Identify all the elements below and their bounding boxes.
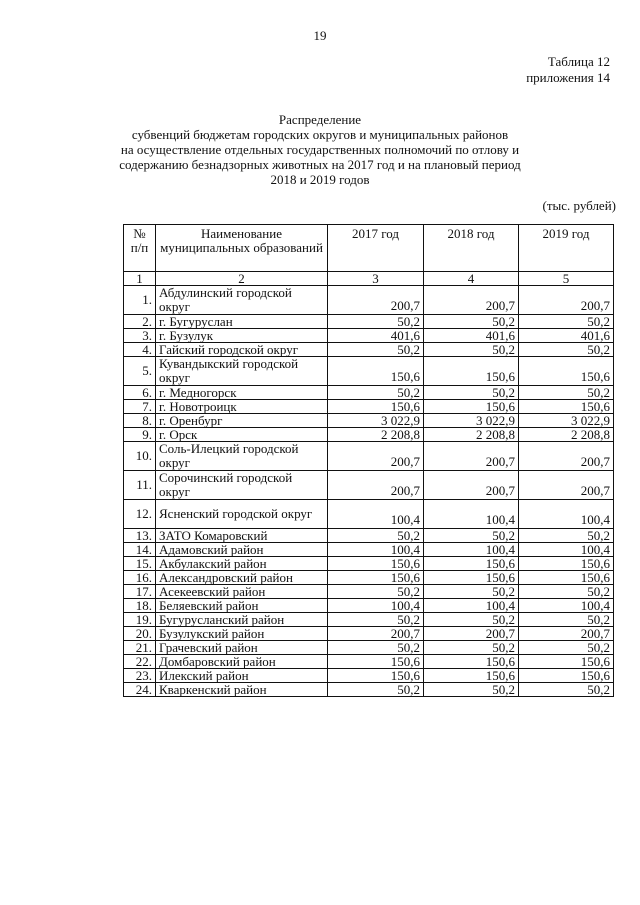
table-row — [124, 329, 614, 343]
document-title — [80, 112, 560, 187]
row-number: 19. — [124, 613, 156, 627]
value-2019: 200,7 — [519, 286, 614, 315]
row-number: 14. — [124, 543, 156, 557]
table-header-row — [124, 225, 614, 272]
value-2017: 200,7 — [328, 471, 424, 500]
table-row — [124, 571, 614, 585]
header-2019: 2019 год — [519, 225, 614, 272]
value-2018: 50,2 — [424, 529, 519, 543]
municipality-name: Адамовский район — [156, 543, 328, 557]
title-line: Распределение — [278, 112, 362, 127]
value-2017: 150,6 — [328, 571, 424, 585]
table-row — [124, 613, 614, 627]
value-2017: 100,4 — [328, 599, 424, 613]
row-number: 3. — [124, 329, 156, 343]
row-number: 17. — [124, 585, 156, 599]
value-2018: 401,6 — [424, 329, 519, 343]
value-2018: 200,7 — [424, 471, 519, 500]
value-2019: 200,7 — [519, 627, 614, 641]
value-2017: 50,2 — [328, 641, 424, 655]
municipality-name: г. Новотроицк — [156, 400, 328, 414]
value-2018: 150,6 — [424, 400, 519, 414]
row-number: 6. — [124, 386, 156, 400]
table-row — [124, 400, 614, 414]
page-number: 19 — [313, 28, 327, 43]
row-number: 11. — [124, 471, 156, 500]
row-number: 1. — [124, 286, 156, 315]
value-2017: 50,2 — [328, 585, 424, 599]
value-2017: 200,7 — [328, 442, 424, 471]
table-row — [124, 428, 614, 442]
municipality-name: Сорочинский городской округ — [156, 471, 328, 500]
row-number: 18. — [124, 599, 156, 613]
row-number: 21. — [124, 641, 156, 655]
table-row — [124, 343, 614, 357]
row-number: 5. — [124, 357, 156, 386]
row-number: 7. — [124, 400, 156, 414]
value-2019: 150,6 — [519, 655, 614, 669]
row-number: 2. — [124, 315, 156, 329]
value-2018: 150,6 — [424, 357, 519, 386]
value-2019: 2 208,8 — [519, 428, 614, 442]
header-num: № п/п — [124, 225, 156, 272]
table-body — [124, 286, 614, 697]
column-number: 1 — [124, 272, 156, 286]
table-row — [124, 386, 614, 400]
table-ref-line2: приложения 14 — [526, 70, 610, 85]
municipality-name: г. Орск — [156, 428, 328, 442]
value-2017: 50,2 — [328, 386, 424, 400]
value-2019: 50,2 — [519, 585, 614, 599]
value-2017: 3 022,9 — [328, 414, 424, 428]
value-2019: 200,7 — [519, 471, 614, 500]
table-ref-line1: Таблица 12 — [547, 54, 610, 69]
value-2017: 401,6 — [328, 329, 424, 343]
column-number: 4 — [424, 272, 519, 286]
municipality-name: Акбулакский район — [156, 557, 328, 571]
value-2019: 50,2 — [519, 613, 614, 627]
value-2017: 100,4 — [328, 543, 424, 557]
row-number: 13. — [124, 529, 156, 543]
municipality-name: Александровский район — [156, 571, 328, 585]
value-2018: 200,7 — [424, 627, 519, 641]
value-2018: 150,6 — [424, 655, 519, 669]
value-2019: 50,2 — [519, 386, 614, 400]
municipality-name: Кувандыкский городской округ — [156, 357, 328, 386]
row-number: 24. — [124, 683, 156, 697]
title-line: 2018 и 2019 годов — [270, 172, 370, 187]
value-2019: 150,6 — [519, 357, 614, 386]
table-row — [124, 669, 614, 683]
table-reference — [526, 54, 610, 86]
value-2018: 50,2 — [424, 683, 519, 697]
municipality-name: Соль-Илецкий городской округ — [156, 442, 328, 471]
value-2018: 150,6 — [424, 557, 519, 571]
value-2017: 50,2 — [328, 529, 424, 543]
header-2018: 2018 год — [424, 225, 519, 272]
value-2017: 50,2 — [328, 613, 424, 627]
value-2019: 100,4 — [519, 500, 614, 529]
table-row — [124, 557, 614, 571]
subvention-table — [123, 224, 614, 697]
municipality-name: Асекеевский район — [156, 585, 328, 599]
table-row — [124, 529, 614, 543]
column-numbers-row — [124, 272, 614, 286]
table-row — [124, 471, 614, 500]
value-2018: 50,2 — [424, 386, 519, 400]
table-row — [124, 543, 614, 557]
value-2017: 2 208,8 — [328, 428, 424, 442]
title-line: на осуществление отдельных государственных полномочий по отлову и — [120, 142, 520, 157]
unit-label: (тыс. рублей) — [542, 198, 616, 213]
municipality-name: ЗАТО Комаровский — [156, 529, 328, 543]
column-number: 5 — [519, 272, 614, 286]
value-2019: 150,6 — [519, 400, 614, 414]
value-2019: 100,4 — [519, 599, 614, 613]
municipality-name: Илекский район — [156, 669, 328, 683]
value-2017: 50,2 — [328, 343, 424, 357]
value-2018: 50,2 — [424, 585, 519, 599]
row-number: 4. — [124, 343, 156, 357]
value-2018: 100,4 — [424, 500, 519, 529]
municipality-name: г. Оренбург — [156, 414, 328, 428]
municipality-name: г. Бузулук — [156, 329, 328, 343]
value-2018: 50,2 — [424, 613, 519, 627]
value-2019: 50,2 — [519, 641, 614, 655]
row-number: 8. — [124, 414, 156, 428]
value-2019: 150,6 — [519, 571, 614, 585]
row-number: 12. — [124, 500, 156, 529]
value-2018: 200,7 — [424, 442, 519, 471]
row-number: 23. — [124, 669, 156, 683]
row-number: 9. — [124, 428, 156, 442]
value-2019: 150,6 — [519, 557, 614, 571]
header-2017: 2017 год — [328, 225, 424, 272]
municipality-name: г. Бугуруслан — [156, 315, 328, 329]
table-row — [124, 641, 614, 655]
table-row — [124, 627, 614, 641]
municipality-name: Гайский городской округ — [156, 343, 328, 357]
municipality-name: г. Медногорск — [156, 386, 328, 400]
value-2019: 150,6 — [519, 669, 614, 683]
value-2017: 150,6 — [328, 357, 424, 386]
value-2017: 150,6 — [328, 655, 424, 669]
value-2019: 50,2 — [519, 315, 614, 329]
row-number: 22. — [124, 655, 156, 669]
title-line: содержанию безнадзорных животных на 2017 год и на плановый период — [119, 157, 521, 172]
value-2018: 2 208,8 — [424, 428, 519, 442]
municipality-name: Беляевский район — [156, 599, 328, 613]
row-number: 20. — [124, 627, 156, 641]
table-row — [124, 357, 614, 386]
table-row — [124, 315, 614, 329]
value-2018: 200,7 — [424, 286, 519, 315]
table-row — [124, 655, 614, 669]
municipality-name: Бузулукский район — [156, 627, 328, 641]
value-2017: 100,4 — [328, 500, 424, 529]
value-2018: 50,2 — [424, 315, 519, 329]
value-2018: 150,6 — [424, 571, 519, 585]
value-2018: 50,2 — [424, 641, 519, 655]
value-2019: 401,6 — [519, 329, 614, 343]
municipality-name: Кваркенский район — [156, 683, 328, 697]
title-line: субвенций бюджетам городских округов и муниципальных районов — [131, 127, 509, 142]
table-row — [124, 500, 614, 529]
value-2018: 150,6 — [424, 669, 519, 683]
municipality-name: Бугурусланский район — [156, 613, 328, 627]
value-2019: 100,4 — [519, 543, 614, 557]
value-2017: 200,7 — [328, 627, 424, 641]
municipality-name: Грачевский район — [156, 641, 328, 655]
value-2017: 50,2 — [328, 683, 424, 697]
value-2019: 50,2 — [519, 343, 614, 357]
table-row — [124, 585, 614, 599]
value-2017: 50,2 — [328, 315, 424, 329]
value-2017: 150,6 — [328, 557, 424, 571]
value-2017: 200,7 — [328, 286, 424, 315]
table-row — [124, 286, 614, 315]
value-2017: 150,6 — [328, 669, 424, 683]
value-2018: 50,2 — [424, 343, 519, 357]
value-2019: 50,2 — [519, 683, 614, 697]
value-2019: 200,7 — [519, 442, 614, 471]
table-row — [124, 599, 614, 613]
municipality-name: Домбаровский район — [156, 655, 328, 669]
table-row — [124, 414, 614, 428]
row-number: 16. — [124, 571, 156, 585]
value-2019: 50,2 — [519, 529, 614, 543]
row-number: 15. — [124, 557, 156, 571]
table-row — [124, 442, 614, 471]
municipality-name: Ясненский городской округ — [156, 500, 328, 529]
header-name: Наименование муниципальных образований — [156, 225, 328, 272]
value-2017: 150,6 — [328, 400, 424, 414]
value-2018: 100,4 — [424, 543, 519, 557]
row-number: 10. — [124, 442, 156, 471]
municipality-name: Абдулинский городской округ — [156, 286, 328, 315]
table-row — [124, 683, 614, 697]
value-2018: 100,4 — [424, 599, 519, 613]
column-number: 3 — [328, 272, 424, 286]
column-number: 2 — [156, 272, 328, 286]
value-2018: 3 022,9 — [424, 414, 519, 428]
value-2019: 3 022,9 — [519, 414, 614, 428]
